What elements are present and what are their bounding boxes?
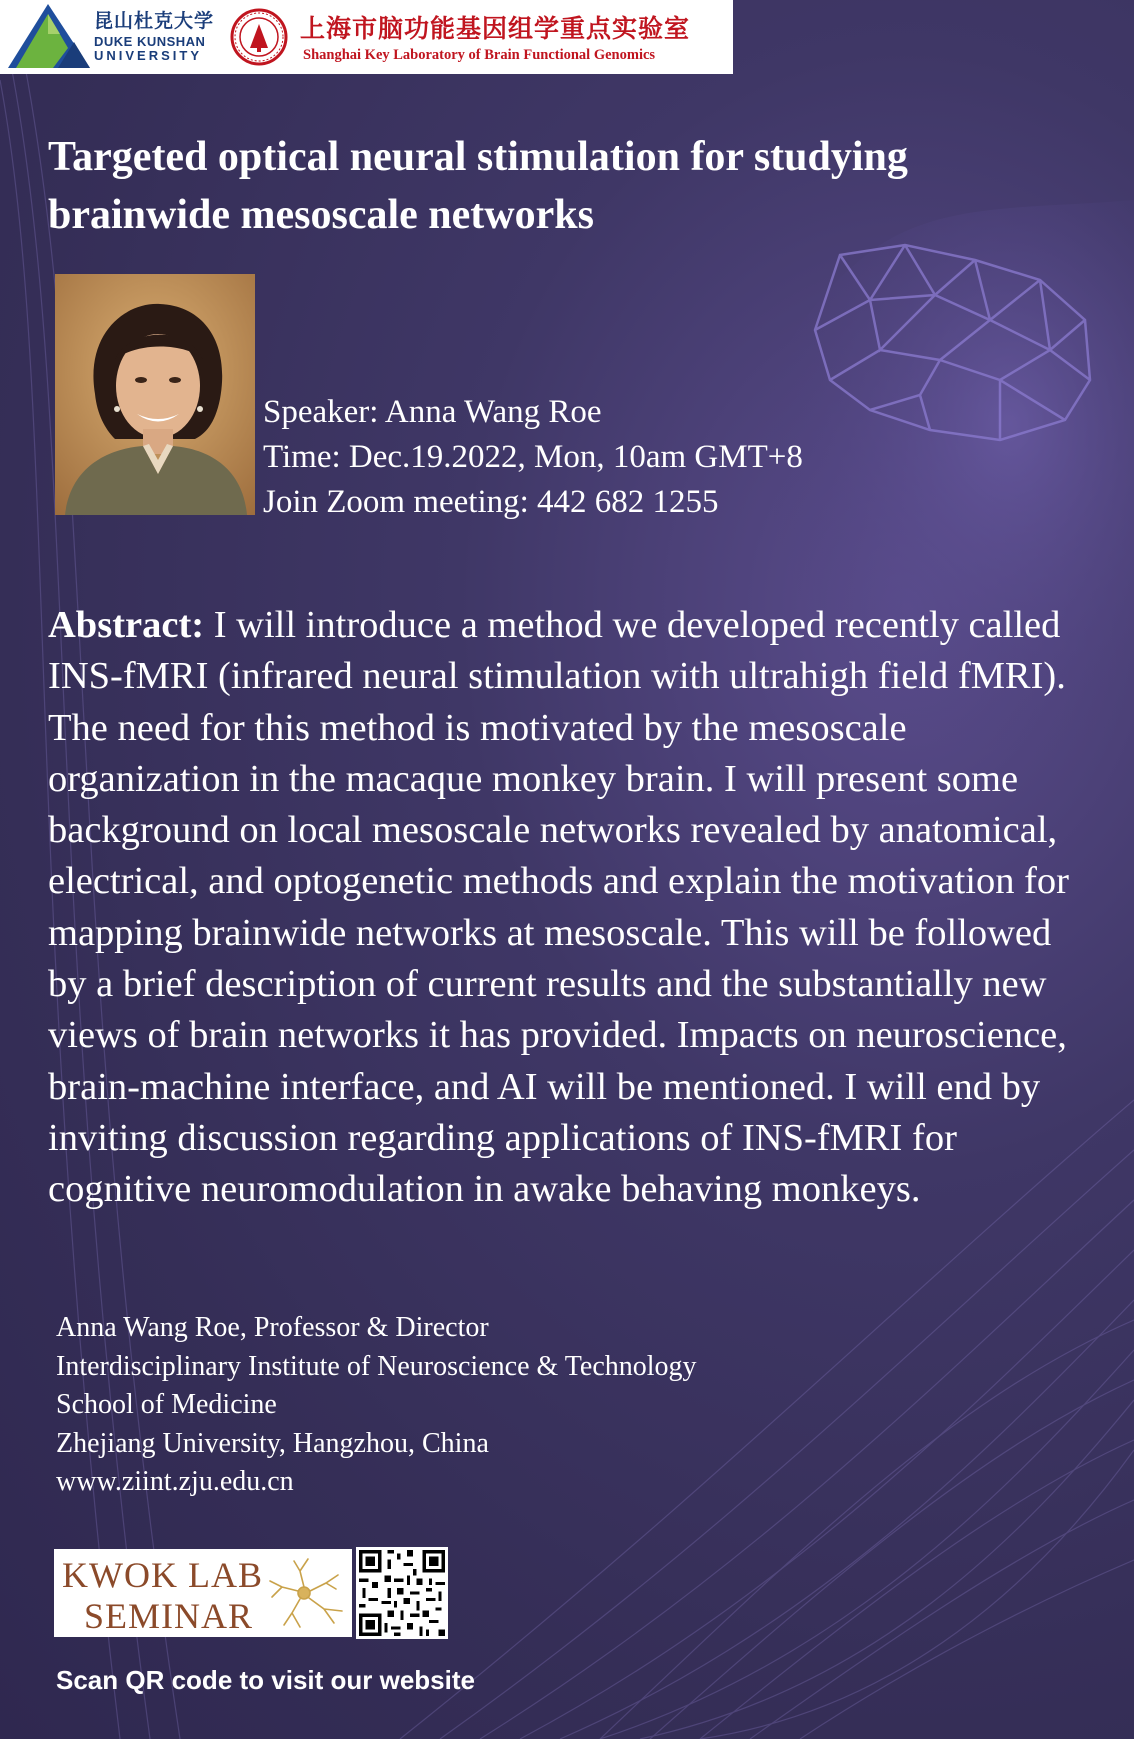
speaker-line: Speaker: Anna Wang Roe <box>263 394 602 430</box>
affiliation-institute: Interdisciplinary Institute of Neuroscience & Technology <box>56 1350 697 1382</box>
dku-name-en-2: UNIVERSITY <box>94 48 203 63</box>
speaker-portrait <box>55 274 255 515</box>
kwok-line-1: KWOK LAB <box>62 1555 263 1595</box>
zoom-line: Join Zoom meeting: 442 682 1255 <box>263 484 719 520</box>
kwok-lab-wordmark <box>62 1555 263 1637</box>
lab-name-cn: 上海市脑功能基因组学重点实验室 <box>300 14 691 43</box>
sjtu-seal-icon <box>230 8 288 66</box>
affiliation-school: School of Medicine <box>56 1389 277 1421</box>
kwok-line-2: SEMINAR <box>84 1596 254 1636</box>
time-line: Time: Dec.19.2022, Mon, 10am GMT+8 <box>263 439 803 475</box>
kwok-lab-logo <box>54 1549 352 1637</box>
logo-header <box>0 0 733 74</box>
abstract-text: I will introduce a method we developed recently called INS-fMRI (infrared neural stimulation with ultrahigh field fMRI). The need for this method is motivated by the mesoscale organization in the macaque monkey brain. I will present some background on local mesoscale networks revealed by anatomical, electrical, and optogenetic methods and explain the motivation for mapping brainwide networks at mesoscale. This will be followed by a brief description of current results and the substantially new views of brain networks it has provided. Impacts on neuroscience, brain-machine interface, and AI will be mentioned. I will end by inviting discussion regarding applications of INS-fMRI for cognitive neuromodulation in awake behaving monkeys. <box>48 604 1069 1211</box>
dku-wordmark <box>94 12 214 62</box>
scan-qr-caption: Scan QR code to visit our website <box>56 1665 475 1695</box>
qr-code[interactable] <box>356 1547 448 1639</box>
speaker-affiliation <box>56 1309 697 1502</box>
speaker-photo <box>55 274 255 515</box>
abstract-label: Abstract: <box>48 604 205 646</box>
talk-title: Targeted optical neural stimulation for studying brainwide mesoscale networks <box>48 134 908 238</box>
talk-details <box>263 390 803 525</box>
abstract <box>48 600 1098 1216</box>
affiliation-university: Zhejiang University, Hangzhou, China <box>56 1427 489 1459</box>
dku-mountain-logo <box>8 4 90 70</box>
dku-name-cn: 昆山杜克大学 <box>94 10 215 32</box>
affiliation-name-title: Anna Wang Roe, Professor & Director <box>56 1312 489 1343</box>
neuron-icon <box>264 1553 349 1633</box>
dku-name-en-1: DUKE KUNSHAN <box>94 34 206 49</box>
affiliation-website: www.ziint.zju.edu.cn <box>56 1466 294 1498</box>
lab-name-en: Shanghai Key Laboratory of Brain Functional Genomics <box>303 47 656 63</box>
